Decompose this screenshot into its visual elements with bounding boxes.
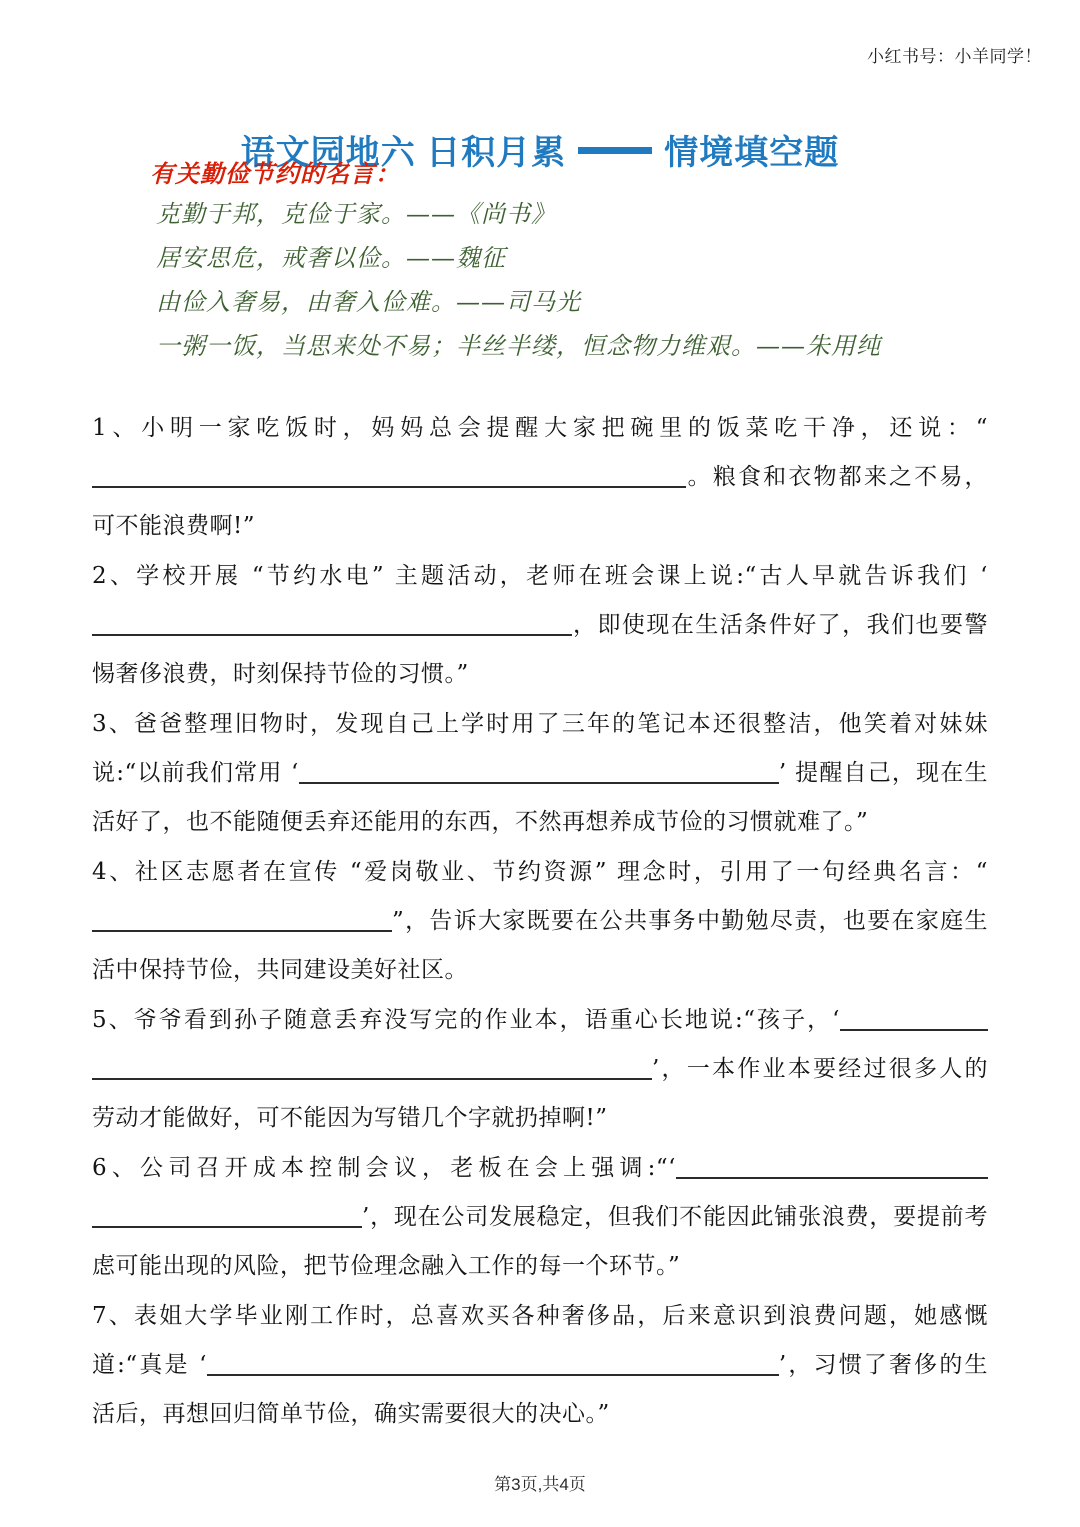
answer-blank[interactable] xyxy=(840,1007,988,1031)
question-text-before-blank: 爸爸整理旧物时，发现自己上学时用了三年的笔记本还很整洁，他笑着对妹妹说:“以前我们常用 ‘ xyxy=(92,711,988,786)
question-text-after-blank: ’，现在公司发展稳定，但我们不能因此铺张浪费，要提前考虑可能出现的风险，把节俭理念融入工作的每一个环节。” xyxy=(92,1204,988,1279)
question-text-before-blank: 学校开展 “节约水电” 主题活动，老师在班会课上说:“古人早就告诉我们 ‘ xyxy=(136,563,988,589)
quotes-section xyxy=(150,159,1030,378)
question-text-before-blank: 表姐大学毕业刚工作时，总喜欢买各种奢侈品，后来意识到浪费问题，她感慨道:“真是 ‘ xyxy=(92,1303,988,1378)
question-text-before-blank: 小明一家吃饭时，妈妈总会提醒大家把碗里的饭菜吃干净，还说：“ xyxy=(141,415,989,441)
question-number: 7、 xyxy=(92,1303,134,1329)
answer-blank[interactable] xyxy=(92,464,266,488)
question-text-after-blank: ’，一本作业本要经过很多人的劳动才能做好，可不能因为写错几个字就扔掉啊!” xyxy=(92,1056,988,1131)
answer-blank[interactable] xyxy=(92,1204,362,1228)
question-number: 3、 xyxy=(92,711,134,737)
answer-blank[interactable] xyxy=(266,464,686,488)
question-number: 2、 xyxy=(92,563,137,589)
question-text-before-blank: 社区志愿者在宣传 “爱岗敬业、节约资源” 理念时，引用了一句经典名言：“ xyxy=(134,859,988,885)
question-text-after-blank: ，即使现在生活条件好了，我们也要警惕奢侈浪费，时刻保持节俭的习惯。” xyxy=(92,612,988,687)
quote-item: 由俭入奢易，由奢入俭难。——司马光 xyxy=(156,288,581,316)
answer-blank[interactable] xyxy=(676,1155,988,1179)
question-item-5 xyxy=(92,996,988,1143)
question-text-after-blank: 。粮食和衣物都来之不易，可不能浪费啊!” xyxy=(92,464,988,539)
answer-blank[interactable] xyxy=(92,612,572,636)
questions-list xyxy=(92,404,988,1440)
question-item-1 xyxy=(92,404,988,551)
answer-blank[interactable] xyxy=(92,1056,652,1080)
quote-item: 克勤于邦，克俭于家。——《尚书》 xyxy=(156,200,556,228)
question-text-before-blank: 爷爷看到孙子随意丢弃没写完的作业本，语重心长地说:“孩子，‘ xyxy=(133,1007,840,1033)
title-dash-icon xyxy=(578,147,652,154)
question-number: 6、 xyxy=(92,1155,141,1181)
answer-blank[interactable] xyxy=(299,760,779,784)
page-title-part2: 情境填空题 xyxy=(664,133,840,172)
question-text-after-blank: ’，习惯了奢侈的生活后，再想回归简单节俭，确实需要很大的决心。” xyxy=(92,1352,988,1427)
question-item-4 xyxy=(92,848,988,995)
page-title-part1: 语文园地六 日积月累 xyxy=(240,133,567,172)
question-text-after-blank: ”，告诉大家既要在公共事务中勤勉尽责，也要在家庭生活中保持节俭，共同建设美好社区。 xyxy=(92,908,988,983)
question-text-after-blank: ’ 提醒自己，现在生活好了，也不能随便丢弃还能用的东西，不然再想养成节俭的习惯就难了。” xyxy=(92,760,988,835)
question-text-before-blank: 公司召开成本控制会议，老板在会上强调:“‘ xyxy=(140,1155,676,1181)
answer-blank[interactable] xyxy=(92,908,392,932)
question-number: 1、 xyxy=(92,415,142,441)
question-item-2 xyxy=(92,552,988,699)
quote-item: 居安思危，戒奢以俭。——魏征 xyxy=(156,244,506,272)
author-handle-watermark: 小红书号：小羊同学！ xyxy=(867,47,1042,66)
question-item-7 xyxy=(92,1292,988,1439)
question-number: 4、 xyxy=(92,859,135,885)
question-item-3 xyxy=(92,700,988,847)
page-footer: 第3页,共4页 xyxy=(494,1475,586,1494)
question-item-6 xyxy=(92,1144,988,1291)
question-number: 5、 xyxy=(92,1007,134,1033)
quote-item: 一粥一饭，当思来处不易；半丝半缕，恒念物力维艰。——朱用纯 xyxy=(156,332,881,360)
answer-blank[interactable] xyxy=(207,1352,779,1376)
quotes-heading: 有关勤俭节约的名言： xyxy=(150,159,400,188)
